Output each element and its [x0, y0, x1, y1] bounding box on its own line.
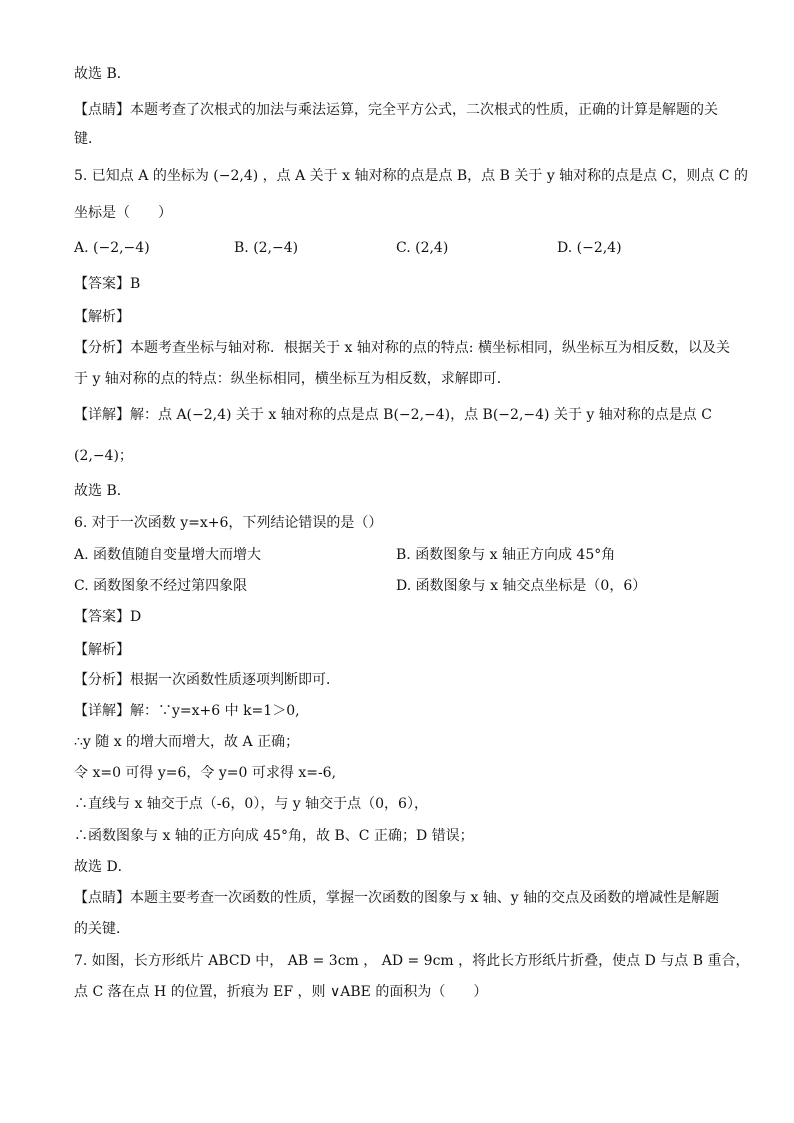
option-5-a: A. (−2,−4): [74, 240, 150, 256]
answer-5: 【答案】B: [74, 276, 141, 292]
question-7-line-2: 点 C 落在点 H 的位置，折痕为 EF ，则 ∨ABE 的面积为（ ）: [74, 984, 488, 1000]
note-6-line-1: 【点睛】本题主要考查一次函数的性质，掌握一次函数的图象与 x 轴、y 轴的交点及函数的增减性是解题: [74, 890, 720, 906]
analysis-5-line-1: 【分析】本题考查坐标与轴对称．根据关于 x 轴对称的点的特点: 横坐标相同，纵坐标互为相反数，以及关: [74, 340, 730, 356]
question-5-cont: 坐标是（ ）: [74, 205, 172, 221]
note-6-line-2: 的关键．: [74, 921, 130, 937]
detail-6-line-3: 令 x=0 可得 y=6，令 y=0 可求得 x=-6,: [74, 765, 337, 781]
analysis-header-5: 【解析】: [74, 309, 130, 325]
text-line: 键．: [74, 131, 102, 147]
option-6-b: B. 函数图象与 x 轴正方向成 45°角: [396, 547, 616, 563]
option-6-c: C. 函数图象不经过第四象限: [74, 578, 248, 594]
detail-5-line-1: 【详解】解：点 A(−2,4) 关于 x 轴对称的点是点 B(−2,−4)，点 B(−2,−4) 关于 y 轴对称的点是点 C: [74, 407, 712, 423]
text-line: 【点睛】本题考查了次根式的加法与乘法运算，完全平方公式，二次根式的性质，正确的计算是解题的关: [74, 102, 718, 118]
detail-6-line-5: ∴函数图象与 x 轴的正方向成 45°角，故 B、C 正确；D 错误；: [74, 828, 474, 844]
question-6: 6. 对于一次函数 y=x+6，下列结论错误的是（）: [74, 515, 383, 531]
choice-6: 故选 D．: [74, 859, 132, 875]
analysis-5-line-2: 于 y 轴对称的点的特点：纵坐标相同，横坐标互为相反数，求解即可．: [74, 371, 511, 387]
analysis-6: 【分析】根据一次函数性质逐项判断即可．: [74, 672, 340, 688]
option-5-d: D. (−2,4): [557, 240, 622, 256]
question-7-line-1: 7. 如图，长方形纸片 ABCD 中， AB = 3cm ， AD = 9cm ，将此长方形纸片折叠，使点 D 与点 B 重合，: [74, 953, 750, 969]
option-6-d: D. 函数图象与 x 轴交点坐标是（0，6）: [396, 578, 647, 594]
analysis-header-6: 【解析】: [74, 642, 130, 658]
detail-6-line-2: ∴y 随 x 的增大而增大，故 A 正确；: [74, 734, 300, 750]
question-5: 5. 已知点 A 的坐标为 (−2,4) ，点 A 关于 x 轴对称的点是点 B，点 B 关于 y 轴对称的点是点 C，则点 C 的: [74, 168, 748, 184]
option-5-c: C. (2,4): [396, 240, 449, 256]
detail-6-line-4: ∴直线与 x 轴交于点（-6，0），与 y 轴交于点（0，6），: [74, 796, 428, 812]
option-5-b: B. (2,−4): [234, 240, 299, 256]
choice-5: 故选 B．: [74, 483, 131, 499]
text-line: 故选 B．: [74, 66, 131, 82]
detail-6-line-1: 【详解】解：∵y=x+6 中 k=1＞0,: [74, 703, 300, 719]
option-6-a: A. 函数值随自变量增大而增大: [74, 547, 262, 563]
detail-5-line-2: (2,−4)；: [74, 448, 133, 464]
answer-6: 【答案】D: [74, 609, 142, 625]
